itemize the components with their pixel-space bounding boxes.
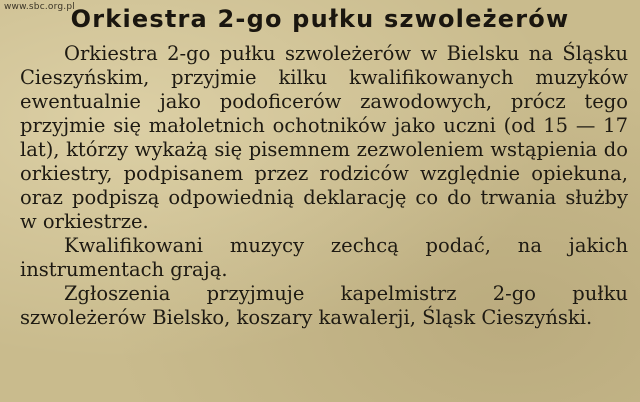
- article-paragraph-2: Kwalifikowani muzycy zechcą podać, na jakich instrumentach grają.: [20, 234, 628, 281]
- article-paragraph-3: Zgłoszenia przyjmuje kapelmistrz 2-go pułku szwoleżerów Bielsko, koszary kawalerji, Śląsk Cieszyński.: [20, 282, 628, 329]
- source-watermark: www.sbc.org.pl: [4, 2, 75, 12]
- article-body: [20, 42, 628, 330]
- article-paragraph-1: Orkiestra 2-go pułku szwoleżerów w Bielsku na Śląsku Cieszyńskim, przyjmie kilku kwalifikowanych muzyków ewentualnie jako podoficerów zawodowych, prócz tego przyjmie się małoletnich ochotników jako uczni (od 15 — 17 lat), którzy wykażą się pisemnem zezwoleniem wstąpienia do orkiestry, podpisanem przez rodziców względnie opiekuna, oraz podpiszą odpowiednią deklarację co do trwania służby w orkiestrze.: [20, 42, 628, 233]
- article-headline: Orkiestra 2-go pułku szwoleżerów: [70, 5, 570, 33]
